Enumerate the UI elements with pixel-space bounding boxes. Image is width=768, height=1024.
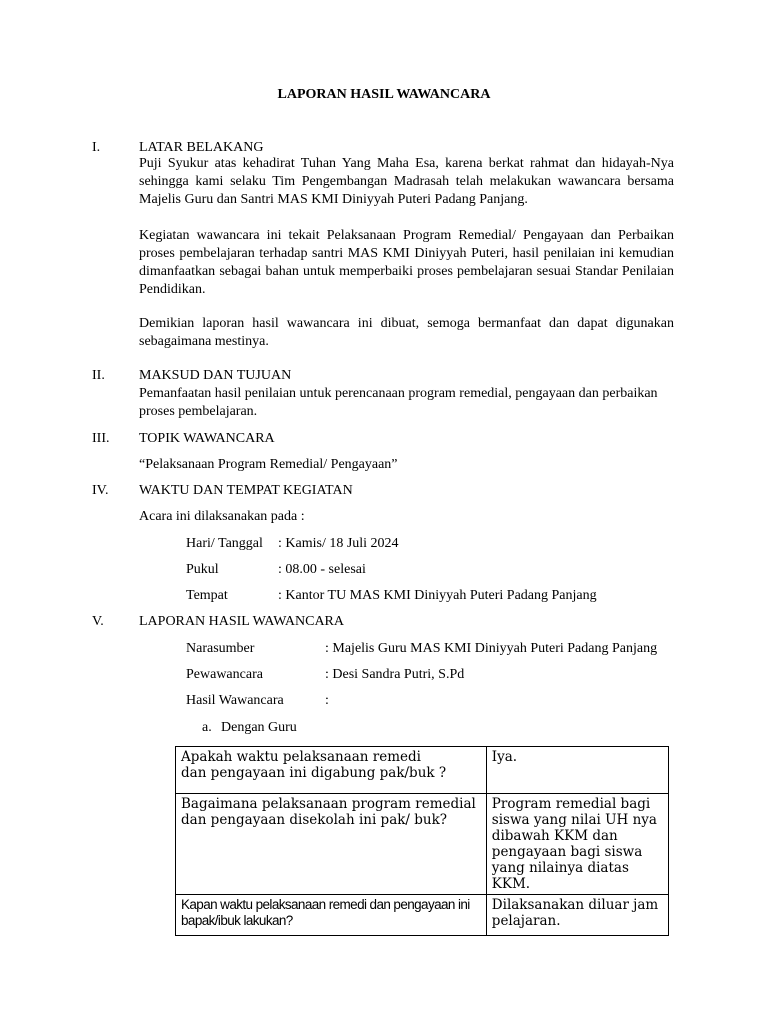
waktu-intro: Acara ini dilaksanakan pada :: [139, 509, 305, 524]
answer-cell: Dilaksanakan diluar jam pelajaran.: [486, 895, 668, 936]
table-row: [176, 747, 669, 794]
section-3-heading: TOPIK WAWANCARA: [139, 431, 275, 446]
question-line: Bagaimana pelaksanaan program remedial: [181, 796, 476, 812]
hasil-wawancara-label: Hasil Wawancara: [186, 693, 284, 708]
question-line: dan pengayaan ini digabung pak/buk ?: [181, 765, 447, 781]
question-line: dan pengayaan disekolah ini pak/ buk?: [181, 812, 448, 828]
sub-list-marker: a.: [202, 720, 212, 735]
pewawancara-label: Pewawancara: [186, 667, 263, 682]
hari-tanggal-value: : Kamis/ 18 Juli 2024: [278, 536, 399, 551]
latar-paragraph-2: Kegiatan wawancara ini tekait Pelaksanaan Program Remedial/ Pengayaan dan Perbaikan proses pembelajaran terhadap santri MAS KMI Diniyyah Puteri, hasil penilaian ini kemudian dimanfaatkan sebagai bahan untuk memperbaiki proses pembelajaran sesuai Standar Penilaian Pendidikan.: [139, 228, 674, 297]
latar-paragraph-3: Demikian laporan hasil wawancara ini dibuat, semoga bermanfaat dan dapat digunakan sebagaimana mestinya.: [139, 316, 674, 349]
narasumber-label: Narasumber: [186, 641, 255, 656]
section-3-number: III.: [92, 431, 110, 446]
sub-list-label: Dengan Guru: [221, 720, 297, 735]
section-4-number: IV.: [92, 483, 109, 498]
section-1-number: I.: [92, 140, 101, 155]
pewawancara-value: : Desi Sandra Putri, S.Pd: [325, 667, 465, 682]
table-row: [176, 895, 669, 936]
section-2-heading: MAKSUD DAN TUJUAN: [139, 368, 292, 383]
question-cell: [176, 747, 487, 794]
answer-cell: Iya.: [486, 747, 668, 794]
table-row: [176, 794, 669, 895]
hasil-wawancara-value: :: [325, 693, 329, 708]
section-2-number: II.: [92, 368, 105, 383]
topik-text: “Pelaksanaan Program Remedial/ Pengayaan”: [139, 457, 398, 472]
document-title: LAPORAN HASIL WAWANCARA: [277, 87, 491, 102]
question-line: bapak/ibuk lakukan?: [181, 913, 293, 928]
section-4-heading: WAKTU DAN TEMPAT KEGIATAN: [139, 483, 353, 498]
hari-tanggal-label: Hari/ Tanggal: [186, 536, 263, 551]
answer-cell: Program remedial bagi siswa yang nilai UH nya dibawah KKM dan pengayaan bagi siswa yang nilainya diatas KKM.: [486, 794, 668, 895]
tempat-value: : Kantor TU MAS KMI Diniyyah Puteri Padang Panjang: [278, 588, 597, 603]
section-5-heading: LAPORAN HASIL WAWANCARA: [139, 614, 344, 629]
pukul-value: : 08.00 - selesai: [278, 562, 366, 577]
pukul-label: Pukul: [186, 562, 219, 577]
interview-table: [175, 746, 669, 936]
narasumber-value: : Majelis Guru MAS KMI Diniyyah Puteri Padang Panjang: [325, 641, 658, 656]
latar-paragraph-1: Puji Syukur atas kehadirat Tuhan Yang Maha Esa, karena berkat rahmat dan hidayah-Nya sehingga kami selaku Tim Pengembangan Madrasah telah melakukan wawancara bersama Majelis Guru dan Santri MAS KMI Diniyyah Puteri Padang Panjang.: [139, 156, 674, 207]
maksud-paragraph: Pemanfaatan hasil penilaian untuk perencanaan program remedial, pengayaan dan perbaikan proses pembelajaran.: [139, 386, 658, 419]
question-cell: [176, 794, 487, 895]
question-line: Kapan waktu pelaksanaan remedi dan pengayaan ini: [181, 897, 470, 912]
question-line: Apakah waktu pelaksanaan remedi: [181, 749, 421, 765]
question-cell: [176, 895, 487, 936]
section-5-number: V.: [92, 614, 104, 629]
section-1-heading: LATAR BELAKANG: [139, 140, 264, 155]
tempat-label: Tempat: [186, 588, 228, 603]
